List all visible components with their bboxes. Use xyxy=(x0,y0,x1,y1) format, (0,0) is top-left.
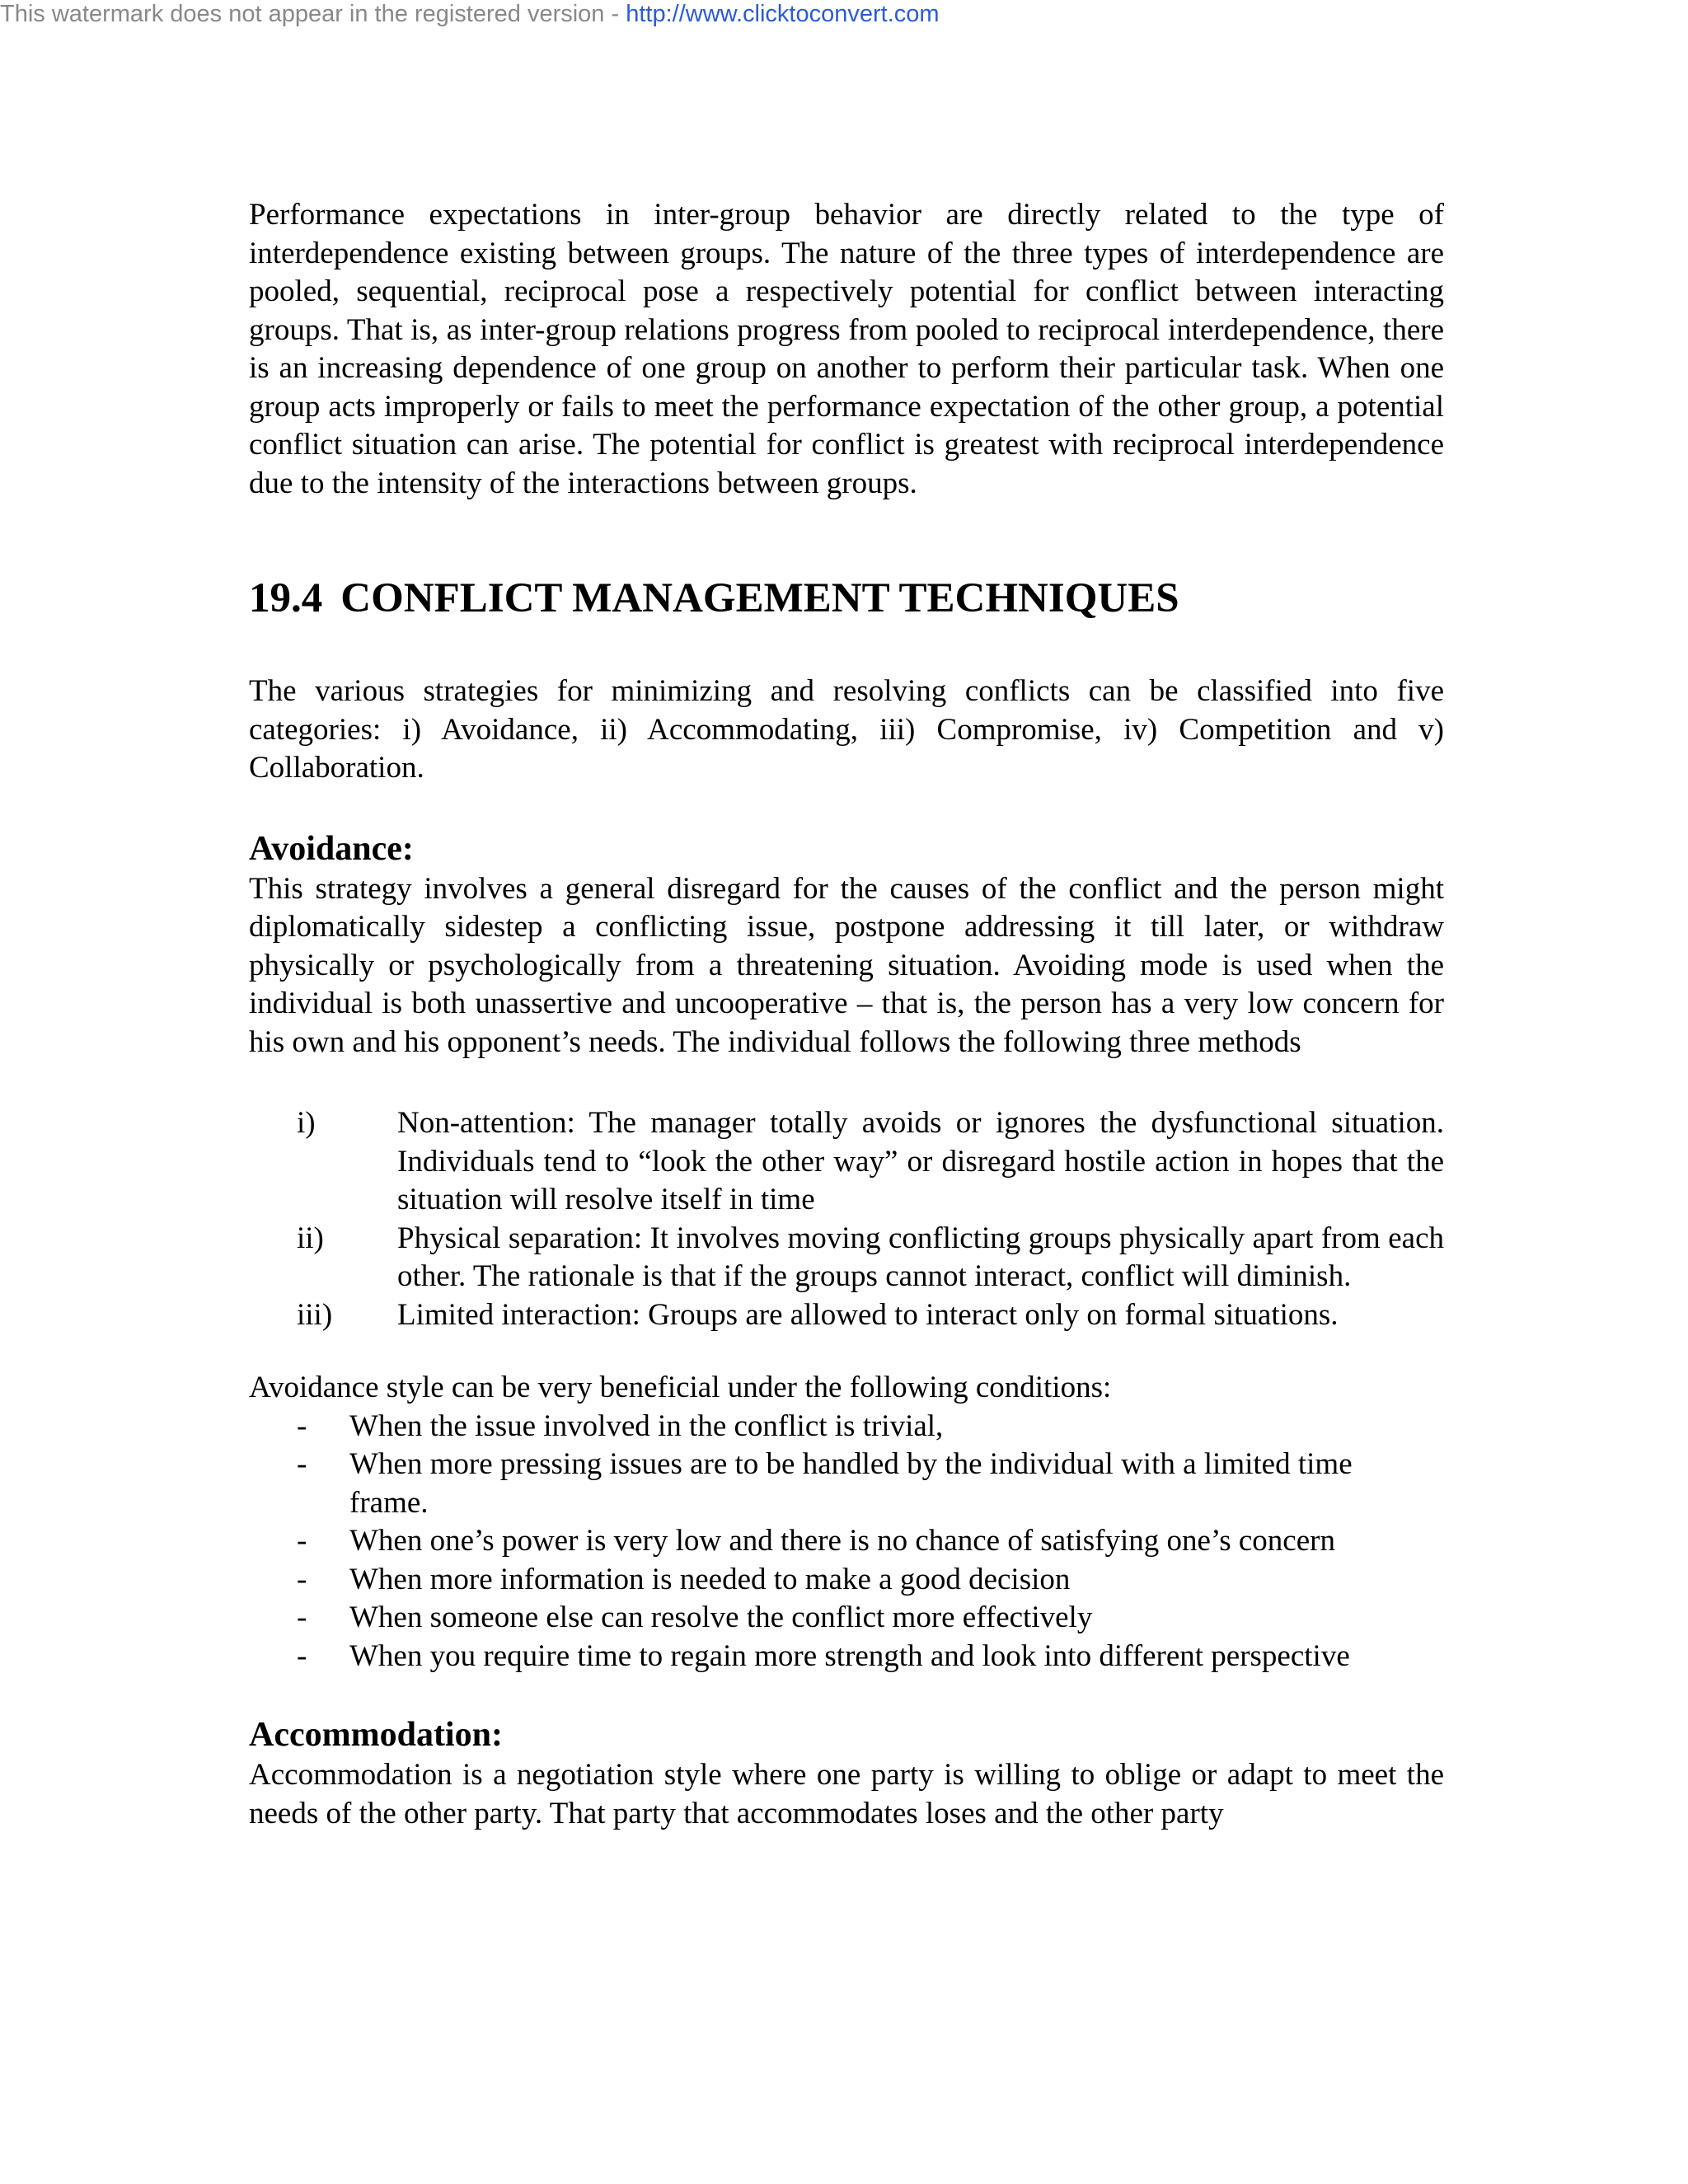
condition-item xyxy=(249,1408,1444,1446)
dash-bullet: - xyxy=(297,1638,307,1673)
avoidance-methods-list xyxy=(249,1104,1444,1334)
dash-bullet: - xyxy=(297,1601,307,1634)
condition-text: When someone else can resolve the conflict more effectively xyxy=(349,1601,1093,1634)
watermark-text: This watermark does not appear in the registered version - xyxy=(0,1,626,27)
dash-bullet: - xyxy=(297,1562,307,1596)
method-item xyxy=(249,1296,1444,1335)
dash-bullet: - xyxy=(297,1524,307,1558)
dash-bullet: - xyxy=(297,1447,307,1481)
method-number: i) xyxy=(297,1106,316,1140)
dash-bullet: - xyxy=(297,1408,307,1443)
condition-text: When the issue involved in the conflict is trivial, xyxy=(349,1408,944,1443)
accommodation-heading: Accommodation: xyxy=(249,1716,503,1754)
conditions-list xyxy=(249,1408,1444,1676)
paragraph-performance-expectations: Performance expectations in inter-group behavior are directly related to the type of interdependence existing between groups. The nature of the three types of interdependence are pooled, sequential, reciprocal pose a respectively potential for conflict between interacting groups. That is, as inter-group relations progress from pooled to reciprocal interdependence, there is an increasing dependence of one group on another to perform their particular task. When one group acts improperly or fails to meet the performance expectation of the other group, a potential conflict situation can arise. The potential for conflict is greatest with reciprocal interdependence due to the intensity of the interactions between groups. xyxy=(249,198,1444,500)
section-title: CONFLICT MANAGEMENT TECHNIQUES xyxy=(340,575,1179,621)
paragraph-intro: The various strategies for minimizing and resolving conflicts can be classified into five categories: i) Avoidance, ii) Accommodating, iii) Compromise, iv) Competition and v) Collaboration. xyxy=(249,674,1444,785)
condition-text: When more information is needed to make a good decision xyxy=(349,1562,1071,1596)
method-number: iii) xyxy=(297,1297,333,1332)
method-item xyxy=(249,1104,1444,1220)
method-text: Limited interaction: Groups are allowed to interact only on formal situations. xyxy=(397,1297,1339,1332)
condition-text: When more pressing issues are to be handled by the individual with a limited time frame. xyxy=(349,1447,1353,1520)
conditions-intro: Avoidance style can be very beneficial under the following conditions: xyxy=(249,1371,1112,1404)
condition-item xyxy=(249,1599,1444,1638)
condition-item xyxy=(249,1561,1444,1600)
condition-item xyxy=(249,1522,1444,1561)
avoidance-heading: Avoidance: xyxy=(249,829,414,868)
condition-text: When you require time to regain more strength and look into different perspective xyxy=(349,1638,1350,1673)
condition-item xyxy=(249,1446,1444,1522)
avoidance-paragraph: This strategy involves a general disregard for the causes of the conflict and the person might diplomatically sidestep a conflicting issue, postpone addressing it till later, or withdraw physically or psychologically from a threatening situation. Avoiding mode is used when the individual is both unassertive and uncooperative – that is, the person has a very low concern for his own and his opponent’s needs. The individual follows the following three methods xyxy=(249,871,1444,1059)
method-number: ii) xyxy=(297,1221,324,1255)
method-text: Non-attention: The manager totally avoids or ignores the dysfunctional situation. Individuals tend to “look the other way” or disregard hostile action in hopes that the situation will resolve itself in time xyxy=(397,1106,1444,1216)
method-item xyxy=(249,1220,1444,1296)
condition-item xyxy=(249,1638,1444,1676)
section-heading xyxy=(249,574,1444,623)
watermark-link[interactable]: http://www.clicktoconvert.com xyxy=(626,1,940,27)
page-content xyxy=(249,196,1444,1833)
watermark xyxy=(0,0,940,28)
condition-text: When one’s power is very low and there is no chance of satisfying one’s concern xyxy=(349,1524,1335,1558)
section-number: 19.4 xyxy=(249,575,323,621)
method-text: Physical separation: It involves moving conflicting groups physically apart from each other. The rationale is that if the groups cannot interact, conflict will diminish. xyxy=(397,1221,1444,1293)
accommodation-paragraph: Accommodation is a negotiation style where one party is willing to oblige or adapt to meet the needs of the other party. That party that accommodates loses and the other party xyxy=(249,1758,1444,1830)
